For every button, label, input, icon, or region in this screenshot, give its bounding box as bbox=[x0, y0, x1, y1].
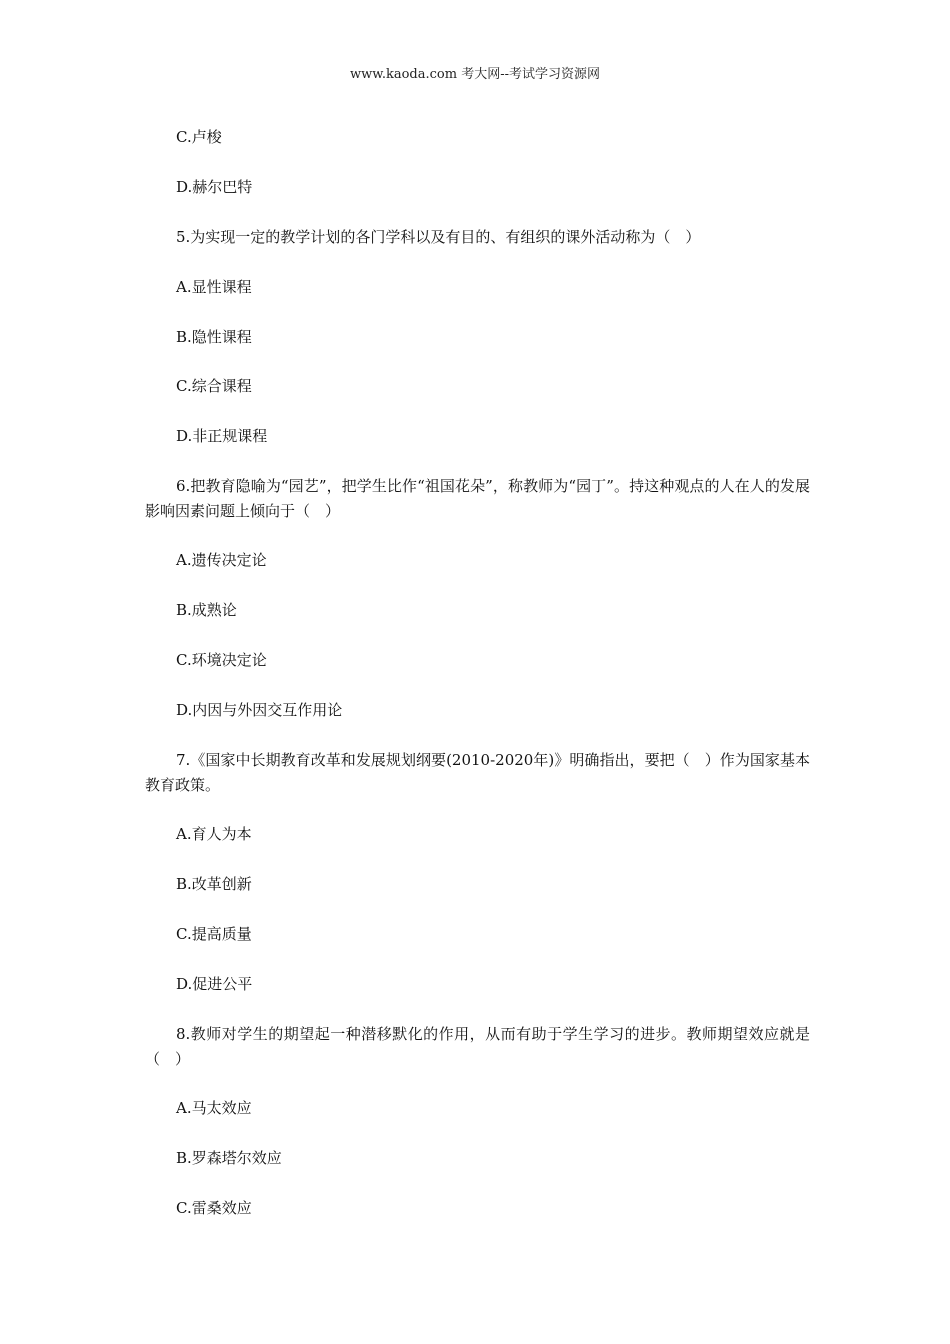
option-q7-a: A.育人为本 bbox=[176, 825, 252, 843]
option-q5-b: B.隐性课程 bbox=[176, 328, 252, 346]
question-6: 6.把教育隐喻为“园艺”，把学生比作“祖国花朵”，称教师为“园丁”。持这种观点的人在人的发展影响因素问题上倾向于（ ） bbox=[145, 477, 810, 520]
option-q8-c: C.雷桑效应 bbox=[176, 1199, 252, 1217]
option-q7-c: C.提高质量 bbox=[176, 925, 252, 943]
option-q4-d: D.赫尔巴特 bbox=[176, 178, 253, 196]
option-q6-d: D.内因与外因交互作用论 bbox=[176, 701, 343, 719]
option-q4-c: C.卢梭 bbox=[176, 128, 222, 146]
question-5: 5.为实现一定的教学计划的各门学科以及有目的、有组织的课外活动称为（ ） bbox=[176, 228, 701, 246]
option-q8-b: B.罗森塔尔效应 bbox=[176, 1149, 282, 1167]
question-8: 8.教师对学生的期望起一种潜移默化的作用，从而有助于学生学习的进步。教师期望效应就是（ ） bbox=[145, 1025, 810, 1068]
option-q5-d: D.非正规课程 bbox=[176, 427, 268, 445]
question-7: 7.《国家中长期教育改革和发展规划纲要(2010-2020年)》明确指出，要把（ ）作为国家基本教育政策。 bbox=[145, 751, 810, 794]
option-q5-c: C.综合课程 bbox=[176, 377, 252, 395]
option-q8-a: A.马太效应 bbox=[176, 1099, 252, 1117]
option-q7-b: B.改革创新 bbox=[176, 875, 252, 893]
option-q6-a: A.遗传决定论 bbox=[176, 551, 267, 569]
option-q7-d: D.促进公平 bbox=[176, 975, 253, 993]
option-q5-a: A.显性课程 bbox=[176, 278, 252, 296]
option-q6-c: C.环境决定论 bbox=[176, 651, 267, 669]
option-q6-b: B.成熟论 bbox=[176, 601, 237, 619]
page-header: www.kaoda.com 考大网--考试学习资源网 bbox=[350, 67, 600, 82]
